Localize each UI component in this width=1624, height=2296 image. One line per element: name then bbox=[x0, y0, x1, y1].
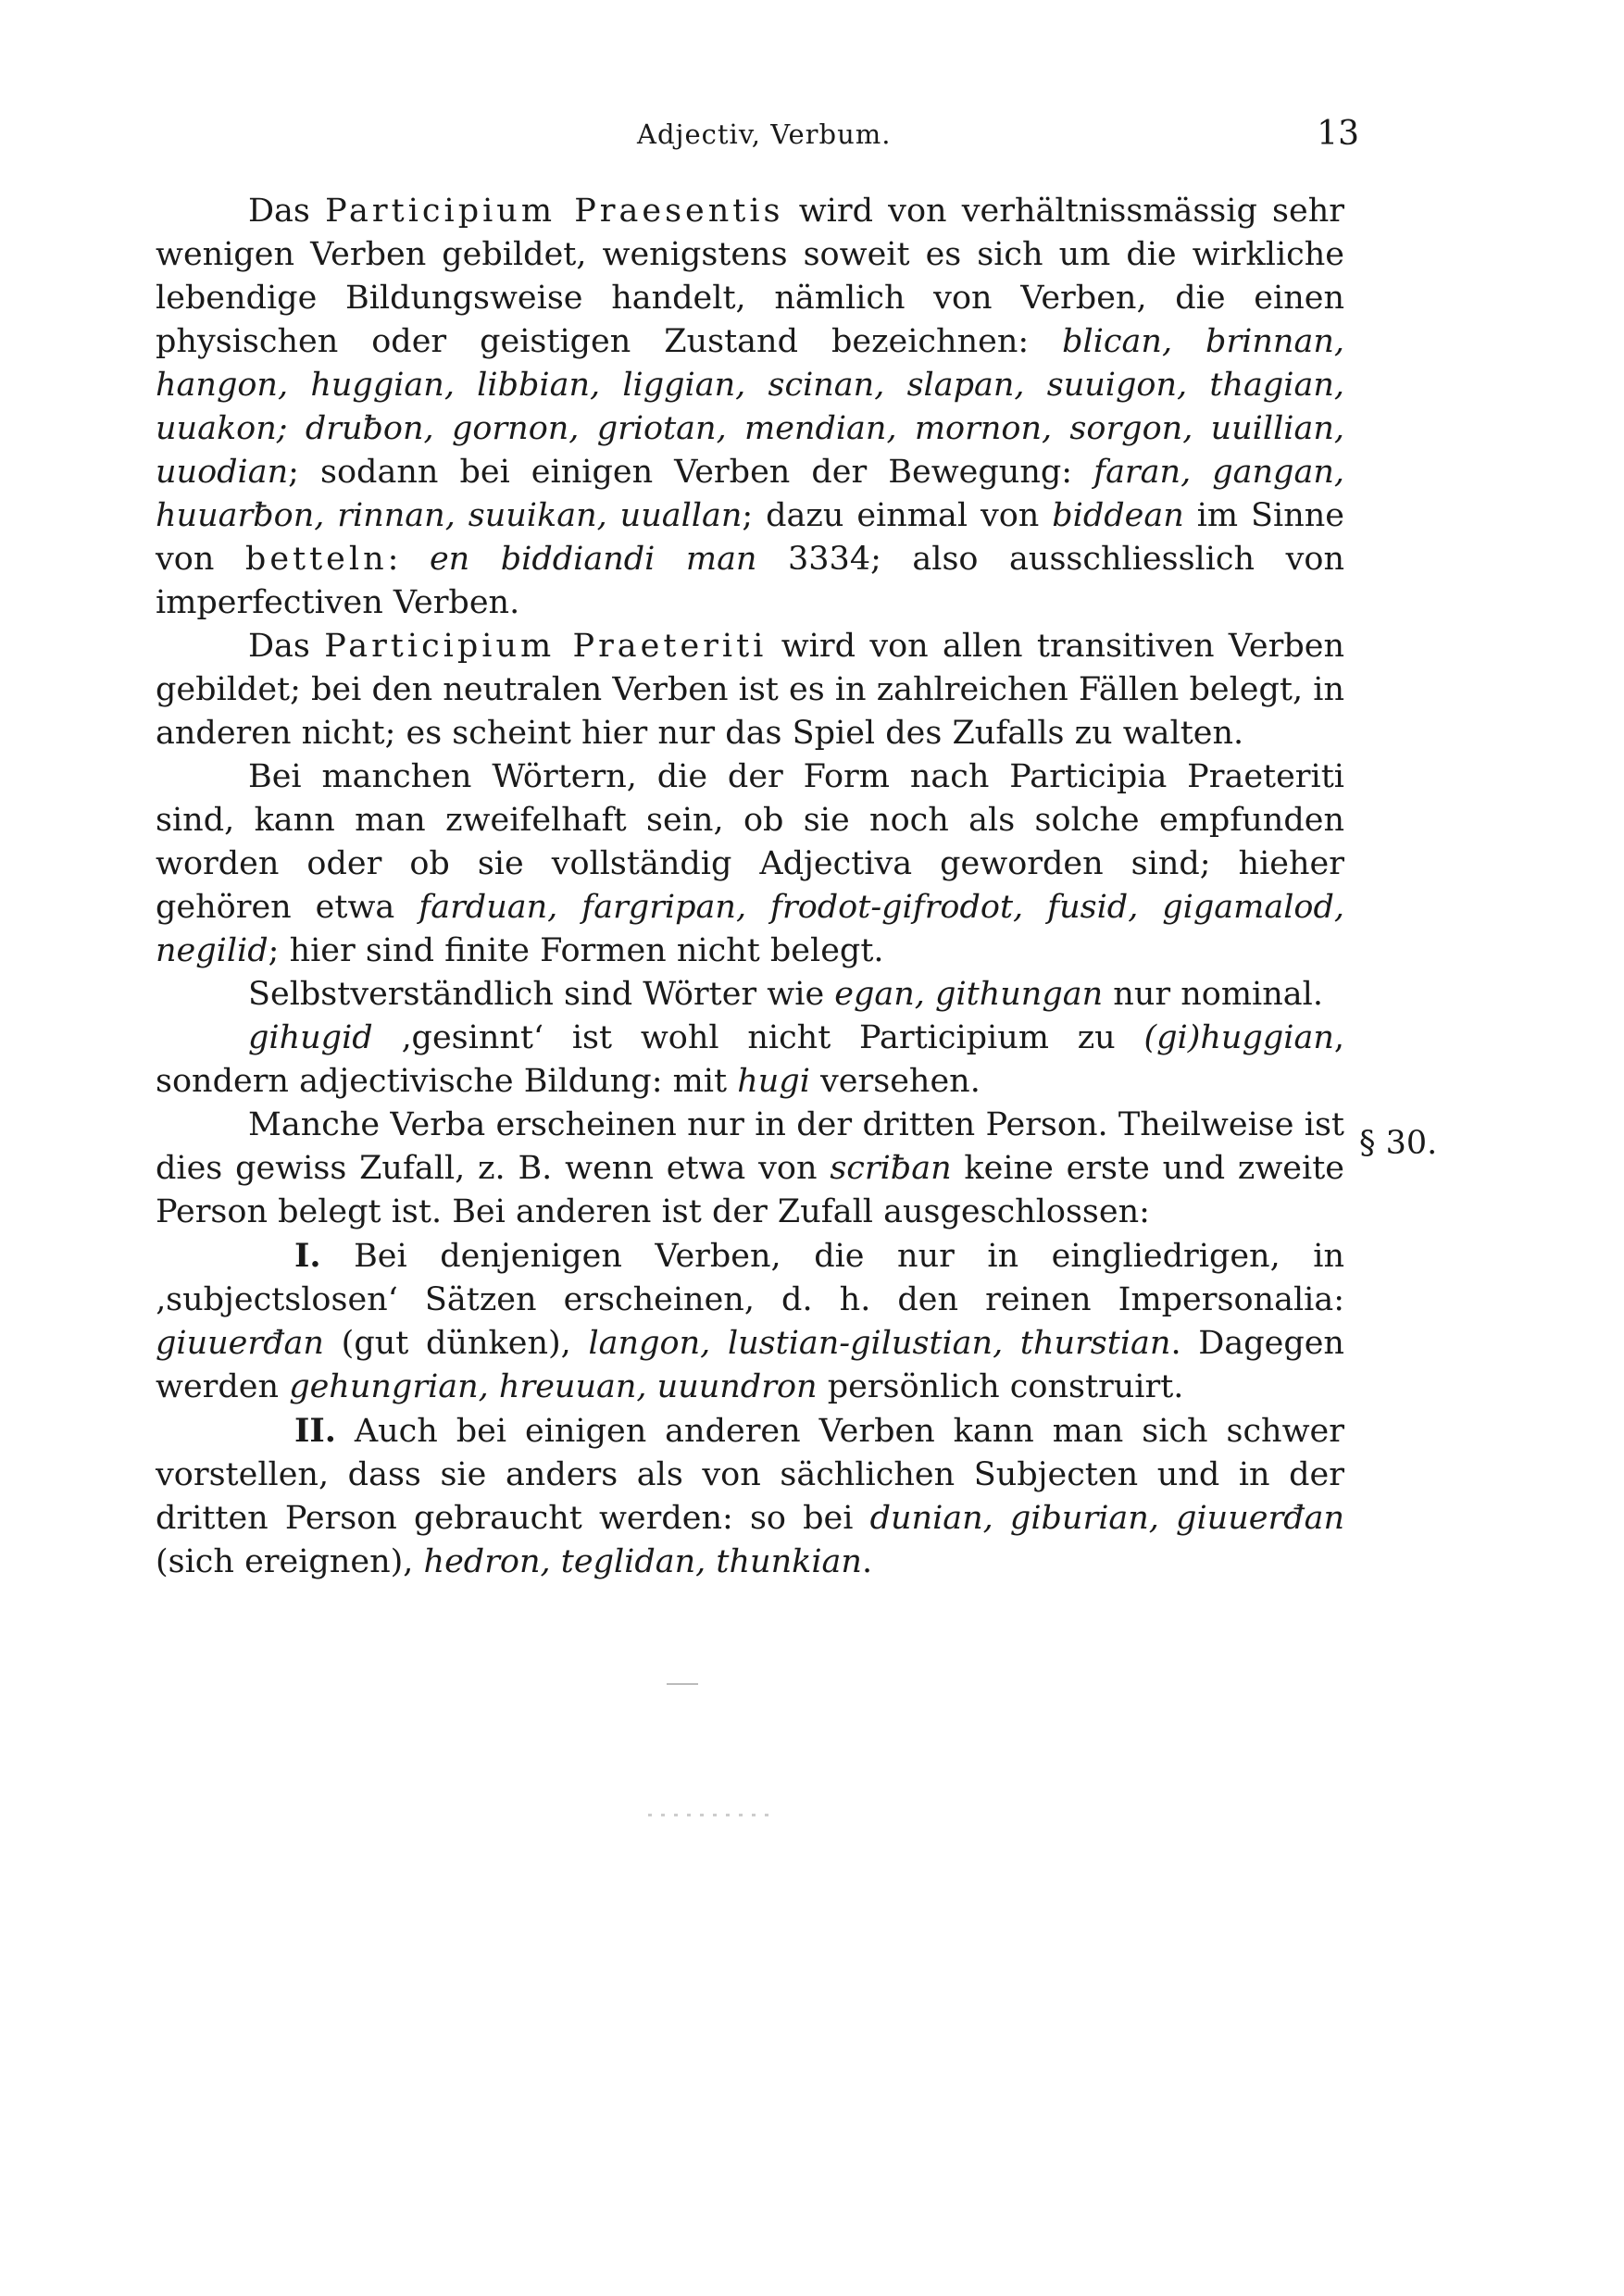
body-text bbox=[156, 190, 1344, 1584]
italic-word: hugi bbox=[737, 1063, 810, 1100]
spaced-term: betteln bbox=[244, 541, 388, 578]
italic-verb-list: dunian, giburian, giuuerđan bbox=[869, 1500, 1344, 1537]
text-run: im Sinne von bbox=[156, 497, 1344, 578]
paragraph-gihugid bbox=[156, 1017, 1344, 1104]
spaced-term: Participium Praeteriti bbox=[324, 628, 768, 665]
text-run: . bbox=[861, 1543, 873, 1580]
text-run: ; dazu einmal von bbox=[742, 497, 1053, 534]
text-run: versehen. bbox=[809, 1063, 981, 1100]
page-number: 13 bbox=[1317, 115, 1359, 153]
text-run: Bei manchen Wörtern, die der Form nach Participia Praeteriti sind, kann man zweifelhaft sein, ob sie noch als solche empfunden worden oder ob sie vollständig Adjectiva geworden sind; hieher gehören etwa bbox=[156, 758, 1344, 926]
italic-word: gihugid bbox=[248, 1019, 373, 1056]
text-run: 3334; also ausschliesslich von imperfectiven Verben. bbox=[156, 541, 1344, 621]
text-run: . Dagegen werden bbox=[156, 1325, 1344, 1405]
roman-numeral: II. bbox=[294, 1412, 336, 1450]
paragraph-case-one bbox=[156, 1234, 1344, 1409]
text-run: Das bbox=[248, 628, 325, 665]
text-run: Manche Verba erscheinen nur in der dritten Person. Theilweise ist dies gewiss Zufall, z. B. wenn etwa von bbox=[156, 1106, 1344, 1187]
italic-verb-list: hedron, teglidan, thunkian bbox=[423, 1543, 862, 1580]
paragraph-nominal bbox=[156, 973, 1344, 1017]
italic-word: giuuerđan bbox=[156, 1325, 324, 1362]
italic-verb-list: langon, lustian-gilustian, thurstian bbox=[588, 1325, 1171, 1362]
text-run: (sich ereignen), bbox=[156, 1543, 424, 1580]
italic-verb-list: farduan, fargripan, frodot-gifrodot, fusid, gigamalod, negilid bbox=[156, 889, 1344, 969]
italic-word: biddean bbox=[1052, 497, 1184, 534]
text-run: ‚gesinnt‘ ist wohl nicht Participium zu bbox=[372, 1019, 1144, 1056]
italic-verb-list: blican, brinnan, hangon, huggian, libbian, liggian, scinan, slapan, suuigon, thagian, uuakon; druƀon, gornon, griotan, mendian, mornon, sorgon, uuillian, uuodian bbox=[156, 323, 1344, 491]
italic-citation: en biddiandi man bbox=[429, 541, 757, 578]
text-run: ; sodann bei einigen Verben der Bewegung: bbox=[288, 454, 1094, 491]
text-run: wird von verhältnissmässig sehr wenigen Verben gebildet, wenigstens soweit es sich um die wirkliche lebendige Bildungsweise handelt, nämlich von Verben, die einen physischen oder geistigen Zustand bezeichnen: bbox=[156, 193, 1345, 360]
italic-word: (gi)huggian bbox=[1143, 1019, 1334, 1056]
page-header bbox=[156, 115, 1359, 165]
running-head: Adjectiv, Verbum. bbox=[637, 119, 892, 150]
paragraph-participium-praeteriti bbox=[156, 625, 1344, 755]
scan-mark bbox=[667, 1683, 698, 1685]
text-run: persönlich construirt. bbox=[817, 1368, 1184, 1405]
italic-word: egan, githungan bbox=[834, 976, 1104, 1013]
text-run: (gut dünken), bbox=[323, 1325, 589, 1362]
paragraph-participium-praesentis bbox=[156, 190, 1344, 625]
paragraph-adjectiva bbox=[156, 755, 1344, 973]
text-run: nur nominal. bbox=[1103, 976, 1323, 1013]
text-run: , sondern adjectivische Bildung: mit bbox=[156, 1019, 1344, 1100]
italic-verb-list: faran, gangan, huuarƀon, rinnan, suuikan, uuallan bbox=[156, 454, 1344, 534]
paragraph-case-two bbox=[156, 1409, 1344, 1584]
spaced-term: Participium Praesentis bbox=[325, 193, 784, 230]
text-run: Das bbox=[248, 193, 326, 230]
roman-numeral: I. bbox=[294, 1237, 321, 1275]
text-run: Selbstverständlich sind Wörter wie bbox=[248, 976, 835, 1013]
italic-verb-list: gehungrian, hreuuan, uuundron bbox=[289, 1368, 818, 1405]
text-run: wird von allen transitiven Verben gebildet; bei den neutralen Verben ist es in zahlreichen Fällen belegt, in anderen nicht; es scheint hier nur das Spiel des Zufalls zu walten. bbox=[156, 628, 1345, 752]
text-run: ; hier sind finite Formen nicht belegt. bbox=[268, 932, 884, 969]
text-run: keine erste und zweite Person belegt ist. Bei anderen ist der Zufall ausgeschlossen: bbox=[156, 1150, 1344, 1230]
italic-word: scriƀan bbox=[830, 1150, 952, 1187]
text-run: : bbox=[387, 541, 430, 578]
section-marker: § 30. bbox=[1359, 1125, 1438, 1162]
scan-specks bbox=[648, 1814, 778, 1816]
text-run: Bei denjenigen Verben, die nur in eingliedrigen, in ‚subjectslosen‘ Sätzen erscheinen, d. h. den reinen Impersonalia: bbox=[156, 1238, 1344, 1318]
text-run: Auch bei einigen anderen Verben kann man sich schwer vorstellen, dass sie anders als von sächlichen Subjecten und in der dritten Person gebraucht werden: so bei bbox=[156, 1413, 1344, 1537]
paragraph-dritte-person bbox=[156, 1104, 1344, 1234]
